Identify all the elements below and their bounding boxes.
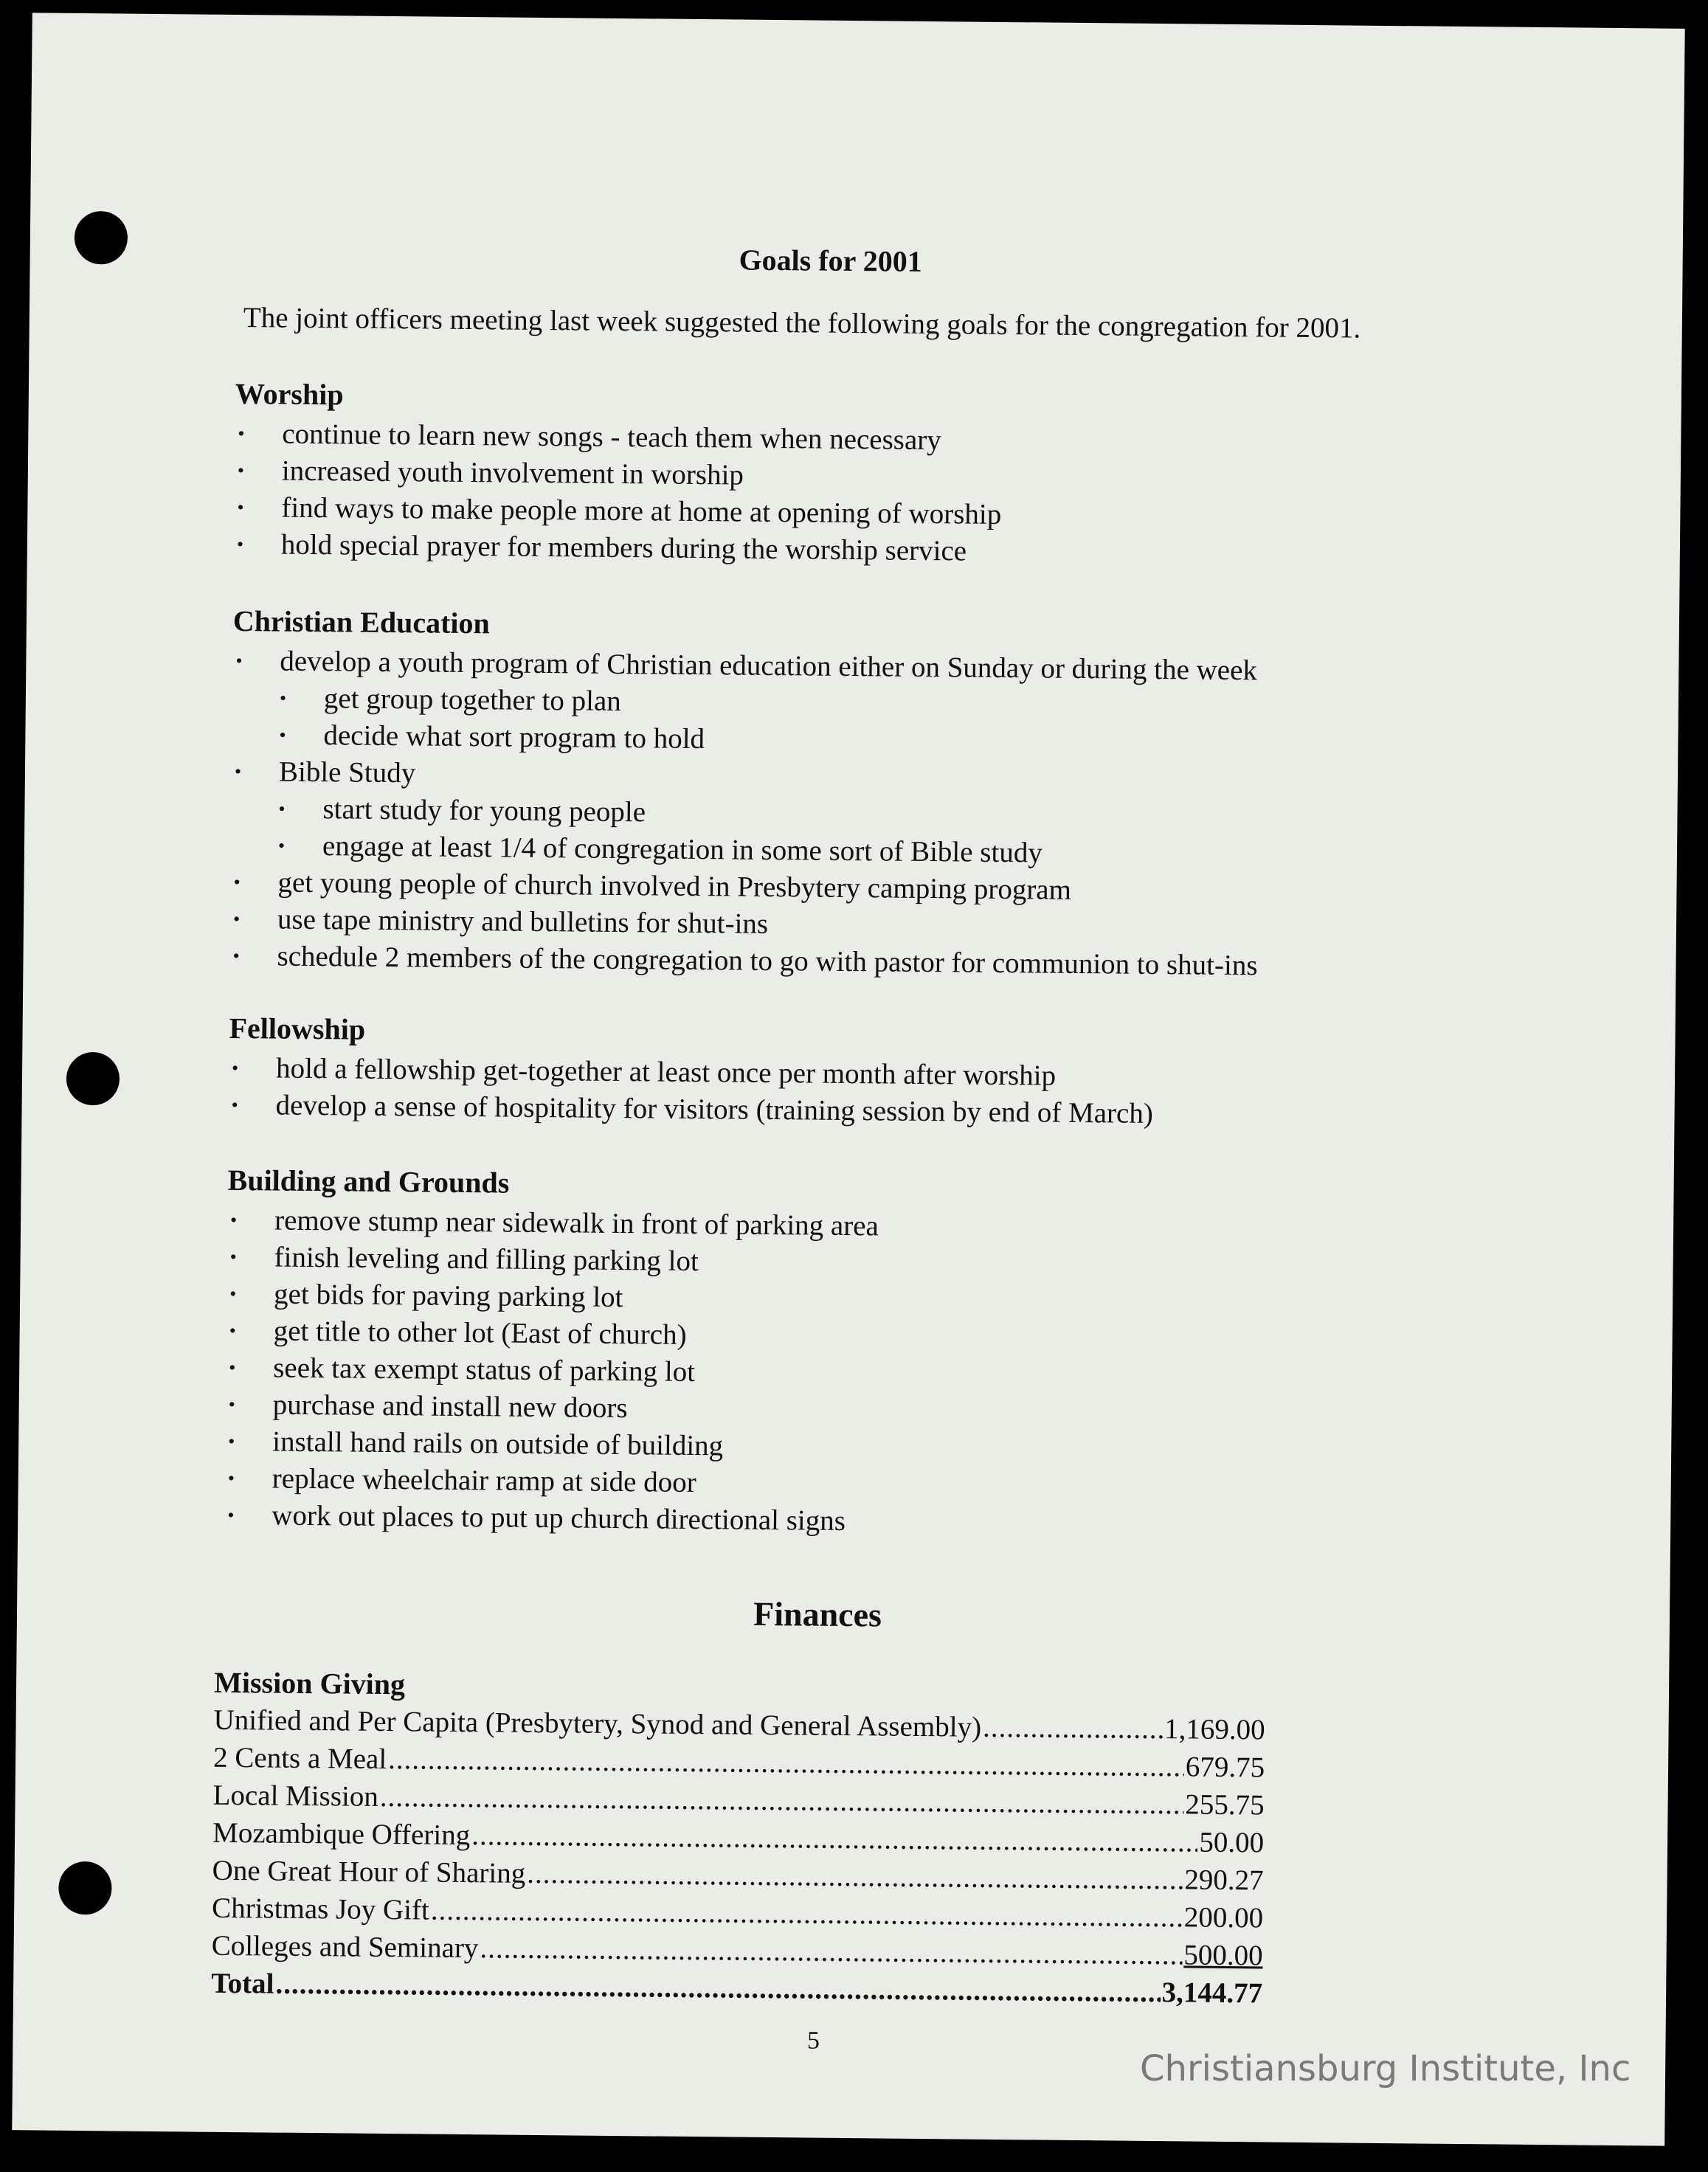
goal-list [228, 1050, 1557, 1136]
section-heading: Fellowship [229, 1011, 366, 1046]
goal-item: • increased youth involvement in worship [235, 452, 1563, 502]
giving-label: Local Mission [212, 1779, 379, 1813]
section-heading: Worship [235, 376, 344, 412]
total-amount: 3,144.77 [1161, 1976, 1263, 2010]
goal-item: • get bids for paving parking lot [227, 1276, 1555, 1325]
section-heading: Christian Education [232, 603, 490, 640]
section-heading: Building and Grounds [227, 1163, 510, 1200]
goal-item: • continue to learn new songs - teach them when necessary [235, 415, 1563, 465]
mission-giving-table [211, 1664, 1265, 2013]
giving-label: Unified and Per Capita (Presbytery, Synod and General Assembly) [213, 1704, 982, 1743]
giving-amount: 1,169.00 [1164, 1713, 1265, 1746]
page-number: 5 [806, 2027, 820, 2055]
goal-item: • hold a fellowship get-together at least once per month after worship [229, 1050, 1557, 1099]
giving-amount: 200.00 [1183, 1901, 1264, 1934]
goal-item: • decide what sort program to hold [232, 716, 1560, 766]
giving-label: Christmas Joy Gift [211, 1892, 430, 1926]
goal-item: • get title to other lot (East of church) [226, 1312, 1554, 1362]
finances-title: Finances [753, 1594, 882, 1634]
dot-leader [983, 1709, 1163, 1748]
goal-item: • finish leveling and filling parking lot [227, 1239, 1555, 1288]
total-label: Total [210, 1967, 274, 2000]
giving-amount: 500.00 [1183, 1939, 1263, 1972]
dot-leader [275, 1965, 1161, 2012]
goal-list [224, 1202, 1555, 1546]
goal-item: • find ways to make people more at home at opening of worship [234, 489, 1562, 539]
intro-paragraph: The joint officers meeting last week suggested the following goals for the congregation for 2001. [243, 302, 1361, 345]
section-building-and-grounds [224, 1163, 1556, 1546]
mission-giving-rows [211, 1701, 1265, 1975]
document-page [12, 13, 1684, 2145]
goal-item: • get group together to plan [232, 679, 1560, 729]
mission-giving-heading: Mission Giving [213, 1665, 406, 1701]
dot-leader [471, 1816, 1198, 1861]
giving-label: 2 Cents a Meal [212, 1741, 387, 1776]
watermark: Christiansburg Institute, Inc [1140, 2048, 1631, 2089]
goal-list [234, 415, 1563, 575]
goal-item: • use tape ministry and bulletins for shut-ins [230, 901, 1558, 950]
goal-item: • remove stump near sidewalk in front of parking area [227, 1202, 1555, 1251]
dot-leader [480, 1929, 1182, 1974]
goal-item: • engage at least 1/4 of congregation in some sort of Bible study [231, 827, 1559, 876]
goal-item: • develop a youth program of Christian education either on Sunday or during the week [232, 643, 1560, 692]
goal-item: • get young people of church involved in Presbytery camping program [230, 864, 1558, 913]
giving-label: Colleges and Seminary [211, 1929, 479, 1965]
goal-item: • hold special prayer for members during the worship service [234, 526, 1562, 575]
goal-item: • install hand rails on outside of building [225, 1423, 1553, 1473]
section-worship [234, 376, 1563, 575]
giving-label: One Great Hour of Sharing [212, 1854, 526, 1889]
goal-item: • schedule 2 members of the congregation to go with pastor for communion to shut-ins [229, 938, 1557, 987]
goal-list [229, 643, 1560, 987]
goal-item: • seek tax exempt status of parking lot [226, 1349, 1554, 1399]
goal-item: • develop a sense of hospitality for visitors (training session by end of March) [228, 1087, 1556, 1136]
goal-item: • work out places to put up church directional signs [224, 1497, 1552, 1546]
goal-item: • start study for young people [231, 790, 1559, 840]
giving-amount: 50.00 [1199, 1826, 1265, 1859]
goal-item: • replace wheelchair ramp at side door [225, 1460, 1553, 1509]
dot-leader [527, 1855, 1183, 1899]
goal-item: • purchase and install new doors [225, 1386, 1553, 1436]
page-title: Goals for 2001 [739, 243, 922, 278]
section-fellowship [228, 1011, 1557, 1136]
giving-label: Mozambique Offering [212, 1816, 471, 1852]
giving-amount: 679.75 [1185, 1751, 1265, 1784]
goal-item: • Bible Study [232, 753, 1560, 803]
section-christian-education [229, 603, 1561, 987]
giving-amount: 255.75 [1185, 1788, 1265, 1822]
giving-amount: 290.27 [1184, 1864, 1264, 1897]
